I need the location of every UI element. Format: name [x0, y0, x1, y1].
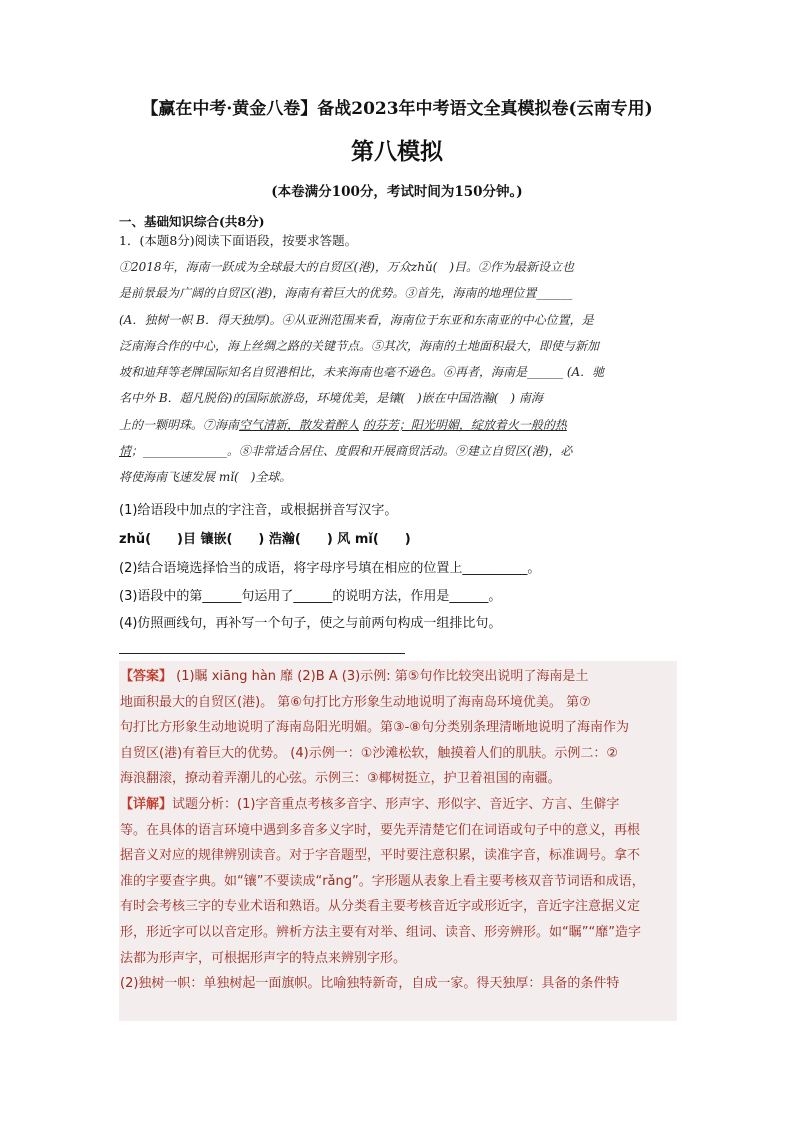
detail-line: 法都为形声字，可根据形声字的特点来辨别字形。: [120, 950, 407, 966]
passage-line: 坡和迪拜等老牌国际知名自贸港相比，未来海南也毫不逊色。⑥再者，海南是______ (A．驰: [119, 365, 605, 380]
answer-line: [120, 664, 676, 690]
passage-line: [119, 412, 679, 438]
detail-line: 等。在具体的语言环境中遇到多音多义字时，要先弄清楚它们在词语或句子中的意义，再根: [120, 822, 641, 838]
underlined-sentence: 的芬芳；阳光明媚，绽放着火一般的热: [362, 417, 567, 432]
passage-text: 上的一颗明珠。⑦海南: [119, 417, 240, 432]
underlined-sentence: 空气清新，散发着醉人: [239, 417, 360, 432]
page-title: 第八模拟: [351, 138, 443, 165]
answer-line: 海浪翻滚，撩动着弄潮儿的心弦。示例三：③椰树挺立，护卫着祖国的南疆。: [120, 771, 561, 787]
detail-line: 形，形近字可以以音定形。辨析方法主要有对举、组词、读音、形旁辨形。如“瞩”“靡”造字: [120, 924, 641, 940]
detail-tag: 【详解】: [120, 796, 173, 812]
answer-line: 地面积最大的自贸区(港)。 第⑥句打比方形象生动地说明了海南岛环境优美。 第⑦: [120, 694, 591, 710]
sub-question-2: (2)结合语境选择恰当的成语，将字母序号填在相应的位置上__________。: [119, 561, 541, 576]
answer-panel: [120, 664, 676, 997]
detail-line: 据音义对应的规律辨别读音。对于字音题型，平时要注意积累，读准字音，标准调号。拿不: [120, 848, 641, 864]
detail-line: [120, 792, 676, 818]
sub-question-3: (3)语段中的第______句运用了______的说明方法，作用是______。: [119, 589, 502, 604]
sub-question-4: (4)仿照画线句，再补写一个句子，使之与前两句构成一组排比句。: [119, 616, 502, 631]
paper-header-title: 【赢在中考·黄金八卷】备战2023年中考语文全真模拟卷(云南专用): [141, 99, 653, 119]
passage-line: (A．独树一帜 B．得天独厚)。④从亚洲范围来看，海南位于东亚和东南亚的中心位置，是: [119, 312, 594, 327]
section-heading: 一、基础知识综合(共8分): [119, 214, 265, 229]
answer-line: 自贸区(港)有着巨大的优势。 (4)示例一：①沙滩松软，触摸着人们的肌肤。示例二：②: [120, 745, 618, 761]
exam-note: (本卷满分100分，考试时间为150分钟。): [271, 184, 523, 200]
answer-text: (1)瞩 xiāng hàn 靡 (2)B A (3)示例: 第⑤句作比较突出说明了海南是土: [172, 669, 589, 684]
passage-line: [119, 438, 679, 464]
detail-line: 有时会考核三字的专业术语和熟语。从分类看主要考核音近字或形近字，音近字注意据义定: [120, 899, 641, 915]
passage-text: ；______________。⑧非常适合居住、度假和开展商贸活动。⑨建立自贸区(港)，必: [131, 444, 573, 459]
reading-passage: [119, 254, 679, 491]
answer-tag: 【答案】: [120, 669, 173, 684]
detail-text: 试题分析：(1)字音重点考核多音字、形声字、形似字、音近字、方言、生僻字: [172, 796, 620, 812]
passage-line: 名中外 B．超凡脱俗)的国际旅游岛，环境优美，是镶( )嵌在中国浩瀚( ) 南海: [119, 391, 543, 406]
pinyin-blanks: zhǔ( )目 镶嵌( ) 浩瀚( ) 风 mǐ( ): [119, 532, 411, 547]
passage-line: ①2018年，海南一跃成为全球最大的自贸区(港)，万众zhǔ( )目。②作为最新设立也: [119, 260, 575, 274]
detail-line: 准的字要查字典。如“镶”不要读成“rǎng”。字形题从表象上看主要考核双音节词语和成语，: [120, 873, 645, 889]
passage-line: 是前景最为广阔的自贸区(港)，海南有着巨大的优势。③首先，海南的地理位置______: [119, 286, 573, 301]
answer-underline: [119, 653, 405, 654]
question-intro: 1．(本题8分)阅读下面语段，按要求答题。: [119, 233, 358, 248]
sub-question-1: (1)给语段中加点的字注音，或根据拼音写汉字。: [119, 503, 398, 518]
passage-line: 将使海南飞速发展 mǐ( )全球。: [119, 470, 292, 485]
detail-line: (2)独树一帜：单独树起一面旗帜。比喻独特新奇，自成一家。得天独厚：具备的条件特: [120, 976, 620, 992]
answer-line: 句打比方形象生动地说明了海南岛阳光明媚。第③-⑧句分类别条理清晰地说明了海南作为: [120, 720, 630, 736]
passage-line: 泛南海合作的中心，海上丝绸之路的关键节点。⑤其次，海南的土地面积最大，即使与新加: [119, 338, 600, 353]
underlined-sentence: 情: [119, 444, 132, 459]
